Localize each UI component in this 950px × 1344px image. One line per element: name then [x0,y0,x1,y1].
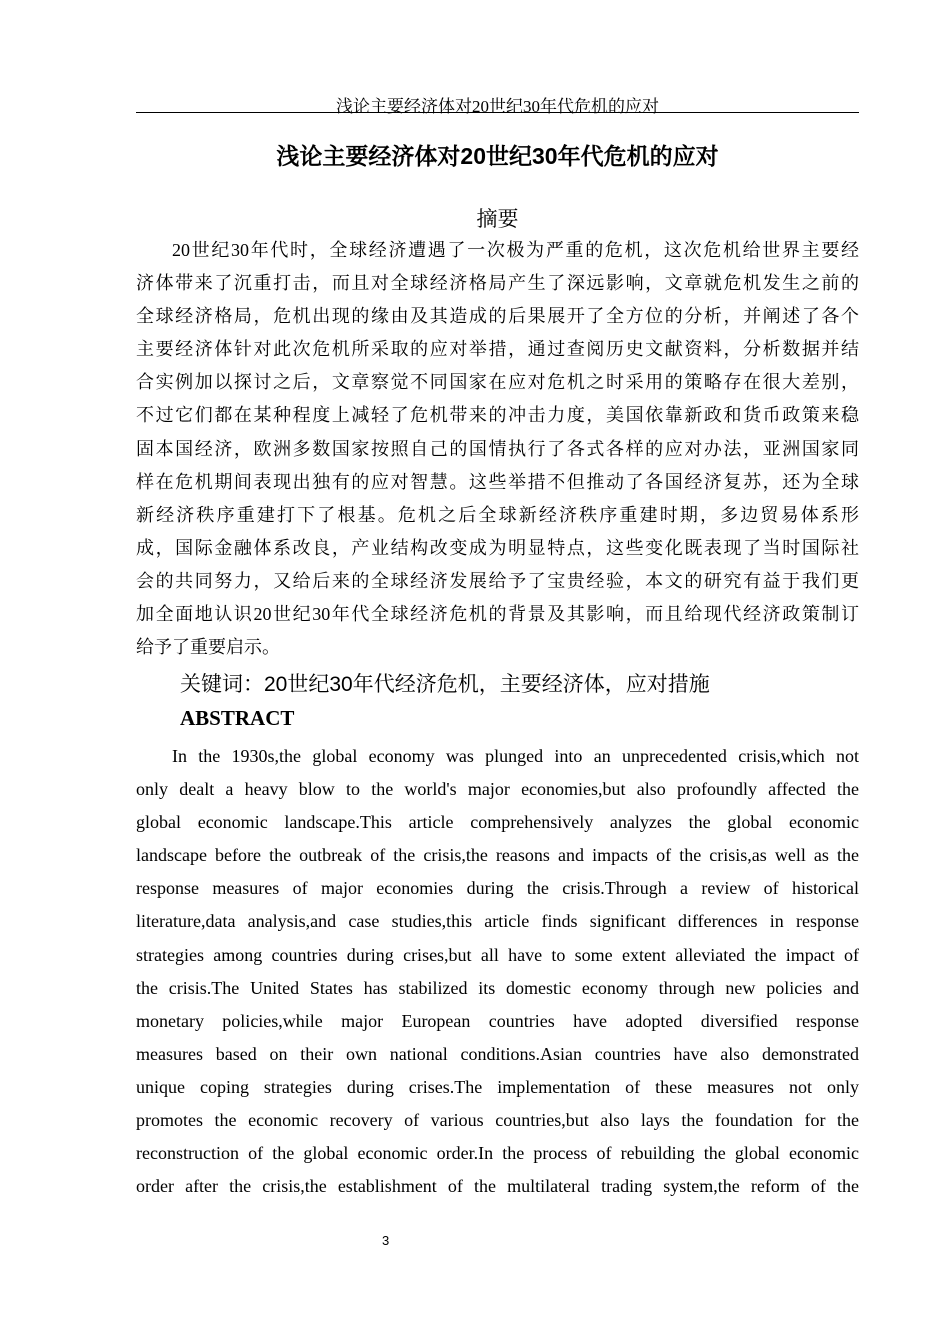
page-number: 3 [382,1233,390,1248]
text-line: monetary policies,while major European countries have adopted diversified response [136,1010,859,1031]
page-title: 浅论主要经济体对20世纪30年代危机的应对 [276,143,719,169]
abstract-cn-body [136,234,859,664]
text-line: unique coping strategies during crises.The implementation of these measures not only [136,1076,859,1097]
abstract-en-body [136,740,859,1203]
text-line: 不过它们都在某种程度上减轻了危机带来的冲击力度，美国依靠新政和货币政策来稳 [136,405,859,426]
text-line: global economic landscape.This article comprehensively analyzes the global economic [136,812,859,833]
text-line: 给予了重要启示。 [136,637,280,658]
text-line: 新经济秩序重建打下了根基。危机之后全球新经济秩序重建时期，多边贸易体系形 [136,504,859,525]
text-line: 加全面地认识20世纪30年代全球经济危机的背景及其影响，而且给现代经济政策制订 [136,604,859,625]
text-line: 样在危机期间表现出独有的应对智慧。这些举措不但推动了各国经济复苏，还为全球 [136,471,859,492]
abstract-en-heading: ABSTRACT [180,706,295,730]
text-line: promotes the economic recovery of various countries,but also lays the foundation for the [136,1110,859,1131]
running-header: 浅论主要经济体对20世纪30年代危机的应对 [336,97,659,116]
text-line: literature,data analysis,and case studies,this article finds significant differences in response [136,911,859,932]
text-line: response measures of major economies during the crisis.Through a review of historical [136,878,859,899]
header-rule [136,112,859,113]
text-line: 20世纪30年代时，全球经济遭遇了一次极为严重的危机，这次危机给世界主要经 [172,240,859,260]
text-line: order after the crisis,the establishment of the multilateral trading system,the reform of the [136,1176,859,1197]
text-line: 主要经济体针对此次危机所采取的应对举措，通过查阅历史文献资料，分析数据并结 [136,339,859,360]
text-line: 成，国际金融体系改良，产业结构改变成为明显特点，这些变化既表现了当时国际社 [136,537,859,558]
text-line: measures based on their own national conditions.Asian countries have also demonstrated [136,1043,859,1064]
text-line: 固本国经济，欧洲多数国家按照自己的国情执行了各式各样的应对办法，亚洲国家同 [136,438,859,459]
text-line: the crisis.The United States has stabilized its domestic economy through new policies and [136,977,859,998]
text-line: In the 1930s,the global economy was plunged into an unprecedented crisis,which not [172,746,859,766]
keywords: 关键词：20世纪30年代经济危机，主要经济体，应对措施 [180,673,710,696]
text-line: 全球经济格局，危机出现的缘由及其造成的后果展开了全方位的分析，并阐述了各个 [136,306,859,327]
text-line: reconstruction of the global economic order.In the process of rebuilding the global economic [136,1143,859,1164]
text-line: 会的共同努力，又给后来的全球经济发展给予了宝贵经验，本文的研究有益于我们更 [136,570,859,591]
text-line: only dealt a heavy blow to the world's major economies,but also profoundly affected the [136,779,859,800]
text-line: landscape before the outbreak of the crisis,the reasons and impacts of the crisis,as well as the [136,845,859,866]
text-line: 济体带来了沉重打击，而且对全球经济格局产生了深远影响，文章就危机发生之前的 [136,273,859,294]
text-line: strategies among countries during crises,but all have to some extent alleviated the impact of [136,944,859,965]
abstract-cn-heading: 摘要 [476,208,519,231]
text-line: 合实例加以探讨之后，文章察觉不同国家在应对危机之时采用的策略存在很大差别， [136,372,859,393]
